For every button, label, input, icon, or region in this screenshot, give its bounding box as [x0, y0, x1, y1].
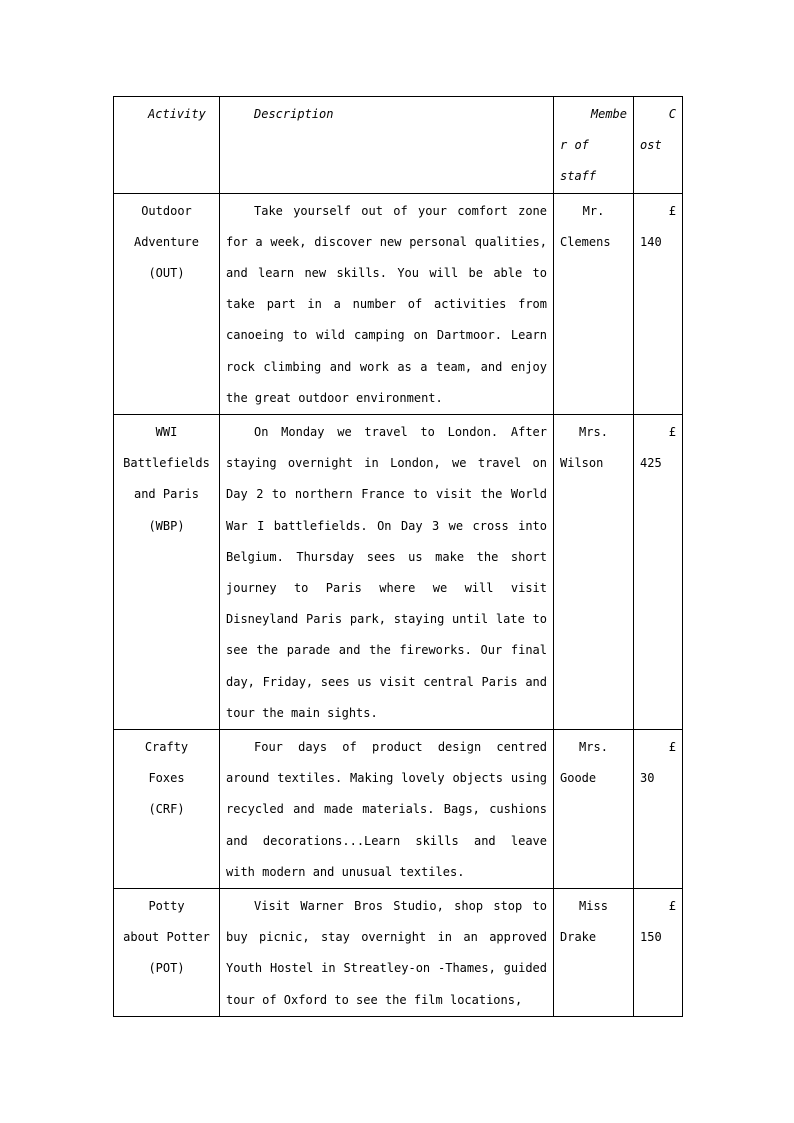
- activity-cell: [114, 193, 220, 414]
- header-staff: [554, 97, 634, 194]
- activity-name-line: WWI: [155, 425, 178, 440]
- activity-name-line: Adventure: [133, 234, 200, 249]
- staff-title: Mrs.: [579, 740, 608, 755]
- header-cost-line1: C: [668, 107, 676, 121]
- description-cell: Visit Warner Bros Studio, shop stop to buy picnic, stay overnight in an approved Youth Hostel in Streatley-on -Thames, guided tour of Oxford to see the film locations,: [220, 889, 554, 1017]
- activity-cell: [114, 730, 220, 889]
- staff-cell: [554, 889, 634, 1017]
- description-cell: On Monday we travel to London. After staying overnight in London, we travel on Day 2 to northern France to visit the World War I battlefields. On Day 3 we cross into Belgium. Thursday sees us make the short journey to Paris where we will visit Disneyland Paris park, staying until late to see the parade and the fireworks. Our final day, Friday, sees us visit central Paris and tour the main sights.: [220, 415, 554, 730]
- activity-code: (WBP): [148, 518, 185, 533]
- staff-cell: [554, 415, 634, 730]
- cost-value: 150: [640, 930, 662, 945]
- staff-name: Wilson: [560, 456, 604, 471]
- staff-title: Miss: [579, 899, 608, 914]
- header-cost-line2: ost: [640, 138, 662, 153]
- header-staff-line2: r of: [560, 138, 589, 153]
- table-row: [114, 730, 683, 889]
- activity-name-line: Outdoor: [141, 203, 192, 218]
- table-row: [114, 415, 683, 730]
- description-cell: Take yourself out of your comfort zone for a week, discover new personal qualities, and learn new skills. You will be able to take part in a number of activities from canoeing to wild camping on Dartmoor. Learn rock climbing and work as a team, and enjoy the great outdoor environment.: [220, 193, 554, 414]
- currency-symbol: £: [668, 203, 676, 218]
- staff-name: Goode: [560, 771, 597, 786]
- table-row: [114, 889, 683, 1017]
- description-cell: Four days of product design centred around textiles. Making lovely objects using recycled and made materials. Bags, cushions and decorations...Learn skills and leave with modern and unusual textiles.: [220, 730, 554, 889]
- activity-name-line: about Potter: [123, 930, 210, 945]
- cost-cell: [634, 730, 683, 889]
- header-description: Description: [220, 97, 554, 194]
- staff-title: Mr.: [582, 203, 605, 218]
- activity-name-line: and Paris: [133, 487, 200, 502]
- staff-name: Clemens: [560, 234, 611, 249]
- cost-value: 425: [640, 456, 662, 471]
- staff-cell: [554, 193, 634, 414]
- cost-cell: [634, 193, 683, 414]
- activity-name-line: Potty: [148, 899, 185, 914]
- activity-code: (CRF): [148, 802, 185, 817]
- table-row: [114, 193, 683, 414]
- activity-name-line: Battlefields: [123, 456, 210, 471]
- activity-name-line: Crafty: [144, 740, 189, 755]
- activity-code: (OUT): [148, 266, 185, 281]
- cost-value: 140: [640, 234, 662, 249]
- currency-symbol: £: [668, 899, 676, 914]
- header-staff-line3: staff: [560, 169, 597, 184]
- activity-cell: [114, 889, 220, 1017]
- header-cost: [634, 97, 683, 194]
- currency-symbol: £: [668, 740, 676, 755]
- header-activity: Activity: [114, 97, 220, 194]
- activity-code: (POT): [148, 961, 185, 976]
- cost-value: 30: [640, 771, 655, 786]
- cost-cell: [634, 889, 683, 1017]
- header-staff-line1: Membe: [590, 107, 627, 121]
- staff-name: Drake: [560, 930, 597, 945]
- cost-cell: [634, 415, 683, 730]
- staff-title: Mrs.: [579, 425, 608, 440]
- activity-name-line: Foxes: [148, 771, 185, 786]
- currency-symbol: £: [668, 425, 676, 440]
- activities-table: [113, 96, 683, 1017]
- activity-cell: [114, 415, 220, 730]
- header-row: [114, 97, 683, 194]
- staff-cell: [554, 730, 634, 889]
